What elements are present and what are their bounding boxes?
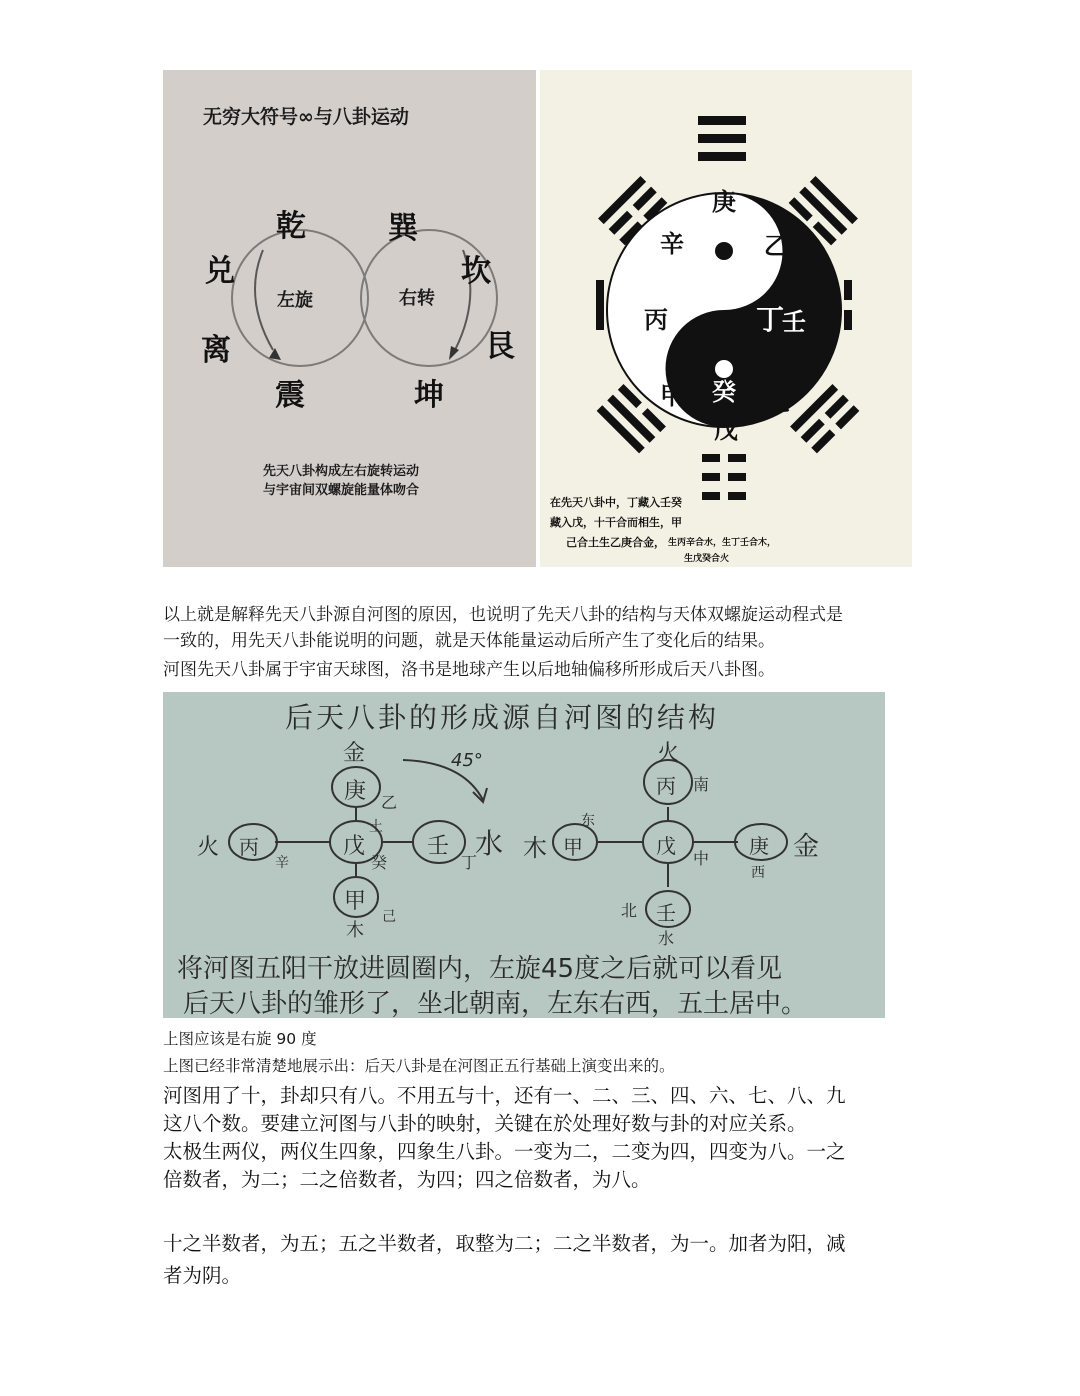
trigram-qian: 乾 (276, 209, 306, 244)
caption-line-4: 生戊癸合火 (684, 554, 730, 564)
wb-left-gui: 癸 (371, 853, 388, 872)
paragraph3-line2: 者为阴。 (163, 1264, 242, 1287)
left-spin-label: 左旋 (277, 290, 313, 311)
stem-bing: 丙 (644, 306, 668, 334)
paragraph2-line3: 太极生两仪，两仪生四象，四象生八卦。一变为二，二变为四，四变为八。一之 (163, 1140, 846, 1163)
caption-clear: 上图已经非常清楚地展示出：后天八卦是在河图正五行基础上演变出来的。 (163, 1057, 675, 1075)
wb-left-wu: 戊 (343, 834, 366, 859)
caption-line-2: 藏入戊，十干合而相生，甲 (550, 516, 682, 529)
paragraph2-line4: 倍数者，为二；二之倍数者，为四；四之倍数者，为八。 (163, 1168, 651, 1191)
stem-ding: 丁 (756, 303, 785, 336)
infinity-bagua-figure (163, 70, 536, 567)
trigram-xun: 巽 (388, 211, 418, 246)
trigram-gen: 艮 (485, 329, 515, 364)
wb-right-mu: 木 (523, 834, 547, 862)
trigram-li: 离 (201, 333, 231, 368)
paragraph2-line2: 这八个数。要建立河图与八卦的映射，关键在於处理好数与卦的对应关系。 (163, 1112, 807, 1135)
stem-geng: 庚 (712, 188, 736, 216)
trigram-kan: 坎 (461, 254, 491, 289)
wb-right-dong: 东 (581, 813, 595, 829)
wb-left-mu: 木 (346, 920, 364, 941)
stems-bagua-figure (540, 70, 912, 567)
wb-left-tu: 土 (369, 819, 383, 835)
paragraph2-line1: 河图用了十，卦却只有八。不用五与十，还有一、二、三、四、六、七、八、九 (163, 1084, 846, 1107)
trigram-bottom (702, 454, 746, 500)
trigram-dui: 兑 (205, 254, 235, 289)
figure-caption-2: 与宇宙间双螺旋能量体吻合 (263, 483, 420, 498)
wb-left-geng: 庚 (344, 779, 367, 804)
paragraph1-line3: 河图先天八卦属于宇宙天球图，洛书是地球产生以后地轴偏移所形成后天八卦图。 (163, 660, 775, 680)
wb-left-ren: 壬 (427, 834, 450, 859)
wb-right-nan: 南 (693, 775, 710, 794)
wb-left-huo: 火 (197, 835, 220, 860)
figure-caption-1: 先天八卦构成左右旋转运动 (263, 464, 420, 479)
caption-line-3b: 生丙辛合水，生丁壬合木， (668, 538, 777, 548)
stem-jia: 甲 (660, 382, 684, 410)
wb-right-zhong: 中 (693, 849, 710, 868)
wb-right-shui: 水 (658, 929, 675, 948)
paragraph1-line1: 以上就是解释先天八卦源自河图的原因，也说明了先天八卦的结构与天体双螺旋运动程式是 (163, 605, 843, 625)
caption-rotate: 上图应该是右旋 90 度 (163, 1030, 317, 1048)
stem-yi: 乙 (764, 232, 788, 260)
wb-left-yi: 乙 (381, 793, 398, 812)
taiji-trigram-diagram (540, 70, 912, 567)
wb-right-xi: 西 (751, 865, 765, 881)
wb-left-jia: 甲 (344, 889, 367, 914)
stem-ji: 己 (766, 388, 790, 416)
caption-line-3a: 己合土生乙庚合金， (566, 536, 665, 549)
wb-right-jin: 金 (793, 832, 820, 862)
wb-note-line1: 将河图五阳干放进圆圈内，左旋45度之后就可以看见 (177, 954, 783, 984)
stem-wu: 戊 (714, 416, 738, 444)
wb-left-ji: 己 (382, 909, 396, 925)
paragraph1-line2: 一致的，用先天八卦能说明的问题，就是天体能量运动后所产生了变化后的结果。 (163, 631, 775, 651)
wb-right-ren: 壬 (656, 901, 676, 925)
caption-line-1: 在先天八卦中，丁藏入壬癸 (550, 496, 682, 509)
wb-left-jin: 金 (343, 741, 366, 766)
trigram-zhen: 震 (275, 378, 305, 413)
trigram-kun: 坤 (414, 378, 444, 413)
wb-left-ding: 丁 (461, 853, 478, 872)
paragraph3-line1: 十之半数者，为五；五之半数者，取整为二；二之半数者，为一。加者为阳，减 (163, 1232, 846, 1255)
wb-right-wu: 戊 (656, 834, 676, 858)
wb-right-bei: 北 (621, 901, 638, 920)
wb-left-xin: 辛 (275, 855, 289, 871)
figure-title: 无穷大符号∞与八卦运动 (203, 106, 409, 128)
right-spin-label: 右转 (399, 288, 435, 309)
wb-left-bing: 丙 (239, 835, 259, 859)
wb-right-geng: 庚 (749, 834, 769, 858)
wb-left-shui: 水 (475, 827, 504, 860)
trigram-top (698, 116, 746, 161)
whiteboard-photo (163, 692, 885, 1018)
wb-right-huo: 火 (657, 741, 680, 766)
wb-angle: 45° (451, 750, 483, 771)
stem-gui: 癸 (712, 378, 736, 406)
wb-right-bing: 丙 (656, 774, 676, 798)
whiteboard-title: 后天八卦的形成源自河图的结构 (285, 701, 720, 734)
left-spin-arrow (255, 250, 273, 350)
stem-xin: 辛 (660, 230, 684, 258)
wb-right-jia: 甲 (563, 835, 583, 859)
wb-note-line2: 后天八卦的雏形了，坐北朝南，左东右西，五土居中。 (183, 989, 808, 1018)
stem-ren: 壬 (782, 308, 806, 336)
